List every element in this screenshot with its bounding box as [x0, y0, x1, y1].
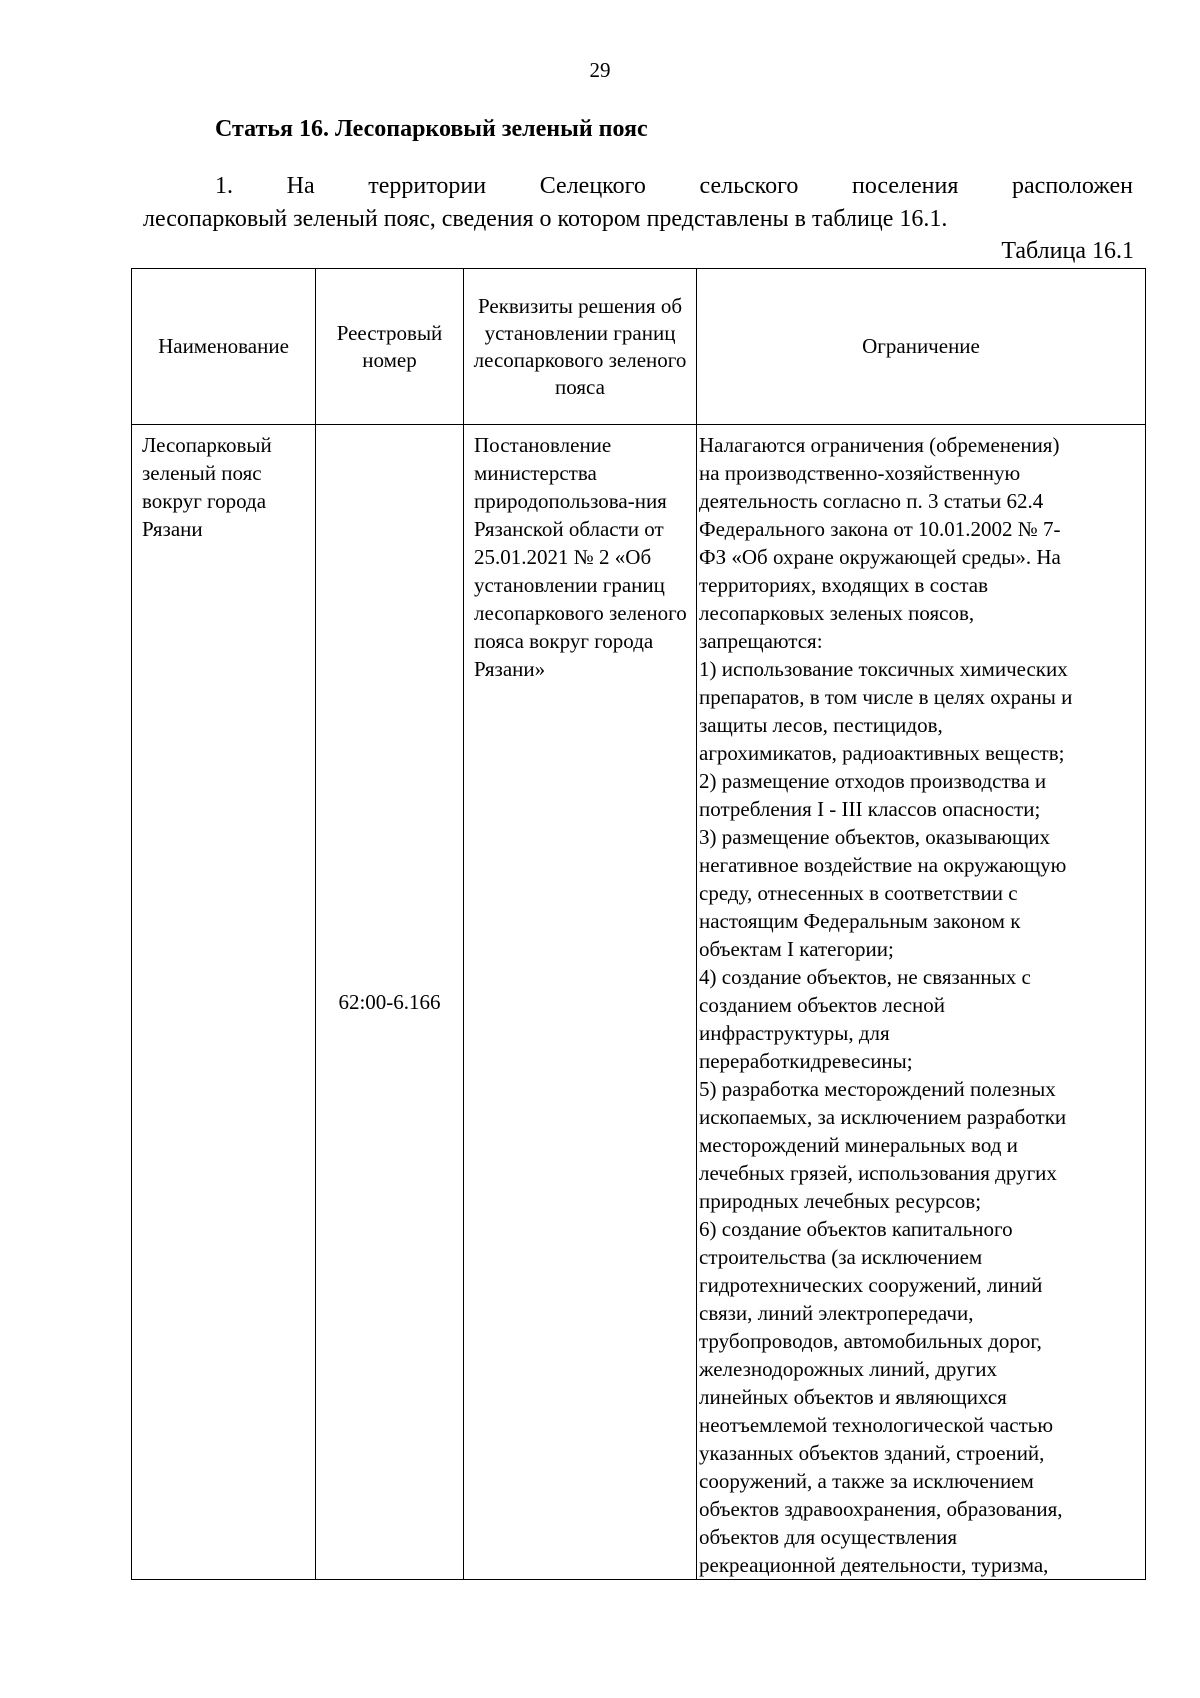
- restriction-line: 6) создание объектов капитального: [699, 1217, 1013, 1241]
- restriction-line: рекреационной деятельности, туризма,: [699, 1553, 1049, 1577]
- restriction-line: сооружений, а также за исключением: [699, 1469, 1034, 1493]
- restriction-line: 5) разработка месторождений полезных: [699, 1077, 1056, 1101]
- header-restriction: Ограничение: [697, 269, 1146, 425]
- restriction-line: 3) размещение объектов, оказывающих: [699, 825, 1050, 849]
- restriction-line: природных лечебных ресурсов;: [699, 1189, 982, 1213]
- restriction-line: препаратов, в том числе в целях охраны и: [699, 685, 1073, 709]
- cell-registry-number: 62:00-6.166: [316, 425, 464, 1580]
- restriction-line: гидротехнических сооружений, линий: [699, 1273, 1043, 1297]
- restriction-line: лечебных грязей, использования других: [699, 1161, 1057, 1185]
- forest-park-belt-table: [131, 268, 1146, 1580]
- page-number: 29: [589, 58, 611, 82]
- restriction-line: агрохимикатов, радиоактивных веществ;: [699, 741, 1065, 765]
- header-decision: Реквизиты решения об установлении границ лесопаркового зеленого пояса: [464, 269, 697, 425]
- restriction-line: среду, отнесенных в соответствии с: [699, 881, 1018, 905]
- restriction-line: ископаемых, за исключением разработки: [699, 1105, 1067, 1129]
- restriction-line: 2) размещение отходов производства и: [699, 769, 1047, 793]
- header-name: Наименование: [132, 269, 316, 425]
- table-header-row: [132, 269, 1146, 425]
- restriction-line: линейных объектов и являющихся: [699, 1385, 1007, 1409]
- table-row: [132, 425, 1146, 1580]
- paragraph-line-2: лесопарковый зеленый пояс, сведения о котором представлены в таблице 16.1.: [143, 206, 948, 232]
- restriction-line: ФЗ «Об охране окружающей среды». На: [699, 545, 1061, 569]
- restriction-line: объектов здравоохранения, образования,: [699, 1497, 1063, 1521]
- restriction-line: трубопроводов, автомобильных дорог,: [699, 1329, 1042, 1353]
- table-caption: Таблица 16.1: [1001, 238, 1134, 264]
- restriction-line: негативное воздействие на окружающую: [699, 853, 1067, 877]
- cell-name: Лесопарковый зеленый пояс вокруг города Рязани: [132, 425, 316, 1580]
- restriction-line: строительства (за исключением: [699, 1245, 983, 1269]
- restriction-line: лесопарковых зеленых поясов,: [699, 601, 975, 625]
- restriction-line: указанных объектов зданий, строений,: [699, 1441, 1045, 1465]
- restriction-line: объектам I категории;: [699, 937, 894, 961]
- restriction-line: железнодорожных линий, других: [699, 1357, 997, 1381]
- restriction-line: потребления I - III классов опасности;: [699, 797, 1041, 821]
- restriction-line: деятельность согласно п. 3 статьи 62.4: [699, 489, 1044, 513]
- restriction-line: защиты лесов, пестицидов,: [699, 713, 943, 737]
- restriction-line: территориях, входящих в состав: [699, 573, 989, 597]
- intro-paragraph: [143, 170, 1133, 236]
- restriction-line: запрещаются:: [699, 629, 823, 653]
- header-registry: Реестровый номер: [316, 269, 464, 425]
- restriction-line: 4) создание объектов, не связанных с: [699, 965, 1031, 989]
- cell-decision: Постановление министерства природопользова-ния Рязанской области от 25.01.2021 № 2 «Об установлении границ лесопаркового зеленого пояса вокруг города Рязани»: [464, 425, 697, 1580]
- restriction-line: на производственно-хозяйственную: [699, 461, 1021, 485]
- restriction-line: объектов для осуществления: [699, 1525, 958, 1549]
- restriction-line: настоящим Федеральным законом к: [699, 909, 1021, 933]
- restriction-line: созданием объектов лесной: [699, 993, 946, 1017]
- cell-restriction: [697, 425, 1146, 1580]
- restriction-line: переработкидревесины;: [699, 1049, 913, 1073]
- restriction-line: Налагаются ограничения (обременения): [699, 433, 1060, 457]
- restriction-line: связи, линий электропередачи,: [699, 1301, 974, 1325]
- restriction-line: неотъемлемой технологической частью: [699, 1413, 1054, 1437]
- restriction-line: инфраструктуры, для: [699, 1021, 890, 1045]
- article-title: Статья 16. Лесопарковый зеленый пояс: [215, 116, 648, 142]
- paragraph-line-1: 1. На территории Селецкого сельского поселения расположен: [215, 173, 1133, 199]
- restriction-line: Федерального закона от 10.01.2002 № 7-: [699, 517, 1061, 541]
- restriction-line: 1) использование токсичных химических: [699, 657, 1068, 681]
- restriction-line: месторождений минеральных вод и: [699, 1133, 1018, 1157]
